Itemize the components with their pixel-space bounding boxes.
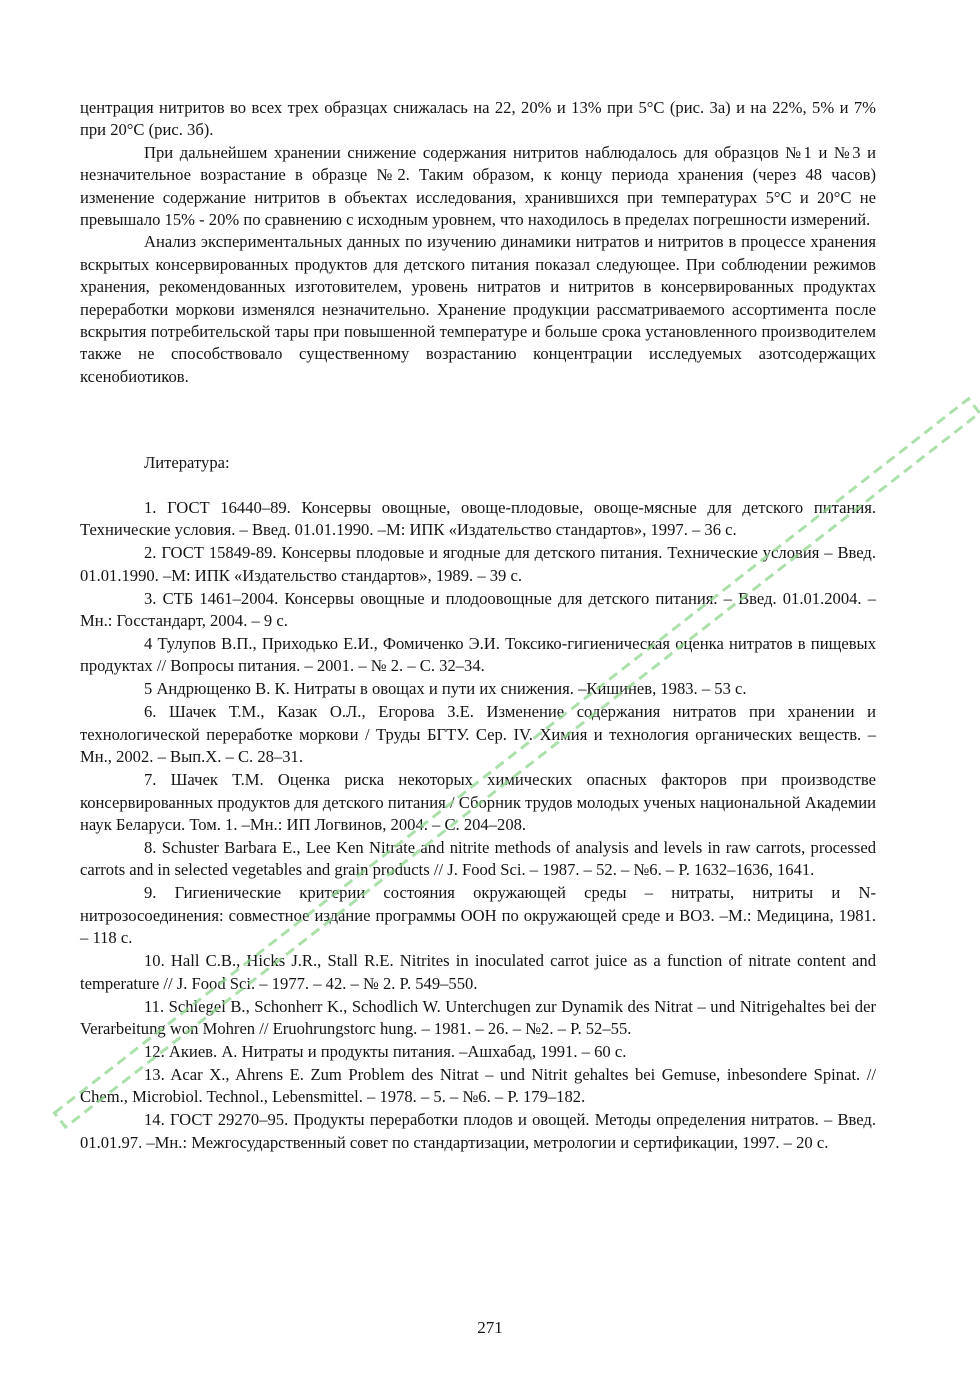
reference-item: 6. Шачек Т.М., Казак О.Л., Егорова З.Е. Изменение содержания нитратов при хранении и технологической переработке моркови / Труды БГТУ. Сер. IV. Химия и технология органических веществ. –Мн., 2002. – Вып.X. – С. 28–31. xyxy=(80,702,876,767)
body-paragraph: центрация нитритов во всех трех образцах снижалась на 22, 20% и 13% при 5°С (рис. 3а) и на 22%, 5% и 7% при 20°С (рис. 3б). xyxy=(80,98,876,140)
reference-item: 11. Schlegel B., Schonherr K., Schodlich W. Unterchugen zur Dynamik des Nitrat – und Nitrigehaltes bei der Verarbeitung won Mohren // Eruohrungstorc hung. – 1981. – 26. – №2. – P. 52–55. xyxy=(80,996,876,1038)
reference-item: 3. СТБ 1461–2004. Консервы овощные и плодоовощные для детского питания. – Введ. 01.01.2004. –Мн.: Госстандарт, 2004. – 9 с. xyxy=(80,588,876,630)
reference-list xyxy=(80,497,876,1155)
reference-item: 14. ГОСТ 29270–95. Продукты переработки плодов и овощей. Методы определения нитратов. – Введ. 01.01.97. –Мн.: Межгосударственный совет по стандартизации, метрологии и сертификации, 1997. – 20 с. xyxy=(80,1110,876,1152)
reference-item: 1. ГОСТ 16440–89. Консервы овощные, овоще-плодовые, овоще-мясные для детского питания. Технические условия. – Введ. 01.01.1990. –М: ИПК «Издательство стандартов», 1997. – 36 с. xyxy=(80,497,876,540)
reference-item: 9. Гигиенические критерии состояния окружающей среды – нитраты, нитриты и N-нитрозосоединения: совместное издание программы ООН по окружающей среде и ВОЗ. –М.: Медицина, 1981. – 118 с. xyxy=(80,883,876,948)
body-paragraph: Анализ экспериментальных данных по изучению динамики нитратов и нитритов в процессе хранения вскрытых консервированных продуктов для детского питания показал следующее. При соблюдении режимов хранения, рекомендованных изготовителем, уровень нитратов и нитритов в консервированных продуктах переработки моркови изменялся незначительно. Хранение продукции рассматриваемого ассортимента после вскрытия потребительской тары при повышенной температуре и больше срока установленного производителем также не способствовало существенному возрастанию концентрации исследуемых азотсодержащих ксенобиотиков. xyxy=(80,232,876,386)
reference-item: 4 Тулупов В.П., Приходько Е.И., Фомиченко Э.И. Токсико-гигиеническая оценка нитратов в пищевых продуктах // Вопросы питания. – 2001. – № 2. – С. 32–34. xyxy=(80,633,876,676)
reference-item: 7. Шачек Т.М. Оценка риска некоторых химических опасных факторов при производстве консервированных продуктов для детского питания / Сборник трудов молодых ученых национальной Академии наук Беларуси. Том. 1. –Мн.: ИП Логвинов, 2004. – С. 204–208. xyxy=(80,770,876,834)
reference-item: 5 Андрющенко В. К. Нитраты в овощах и пути их снижения. –Кишинев, 1983. – 53 с. xyxy=(144,679,747,699)
page-number: 271 xyxy=(477,1318,503,1337)
reference-item: 13. Acar X., Ahrens E. Zum Problem des Nitrat – und Nitrit gehaltes bei Gemuse, inbesondere Spinat. // Chem., Microbiol. Technol., Lebensmittel. – 1978. – 5. – №6. – P. 179–182. xyxy=(80,1064,876,1107)
reference-item: 8. Schuster Barbara E., Lee Ken Nitrate and nitrite methods of analysis and levels in raw carrots, processed carrots and in selected vegetables and grain products // J. Food Sci. – 1987. – 52. – №6. – P. 1632–1636, 1641. xyxy=(80,837,876,880)
reference-item: 10. Hall C.B., Hicks J.R., Stall R.E. Nitrites in inoculated carrot juice as a function of nitrate content and temperature // J. Food Sci. – 1977. – 42. – № 2. P. 549–550. xyxy=(80,951,876,993)
reference-item: 2. ГОСТ 15849-89. Консервы плодовые и ягодные для детского питания. Технические условия – Введ. 01.01.1990. –М: ИПК «Издательство стандартов», 1989. – 39 с. xyxy=(80,543,876,585)
body-paragraph: При дальнейшем хранении снижение содержания нитритов наблюдалось для образцов №1 и №3 и незначительное возрастание в образце №2. Таким образом, к концу периода хранения (через 48 часов) изменение содержание нитритов в объектах исследования, хранившихся при температурах 5°С и 20°С не превышало 15% - 20% по сравнению с исходным уровнем, что находилось в пределах погрешности измерений. xyxy=(80,142,876,230)
reference-item: 12. Акиев. А. Нитраты и продукты питания. –Ашхабад, 1991. – 60 с. xyxy=(144,1041,627,1061)
literature-heading: Литература: xyxy=(144,453,230,473)
page-content xyxy=(80,97,876,1155)
